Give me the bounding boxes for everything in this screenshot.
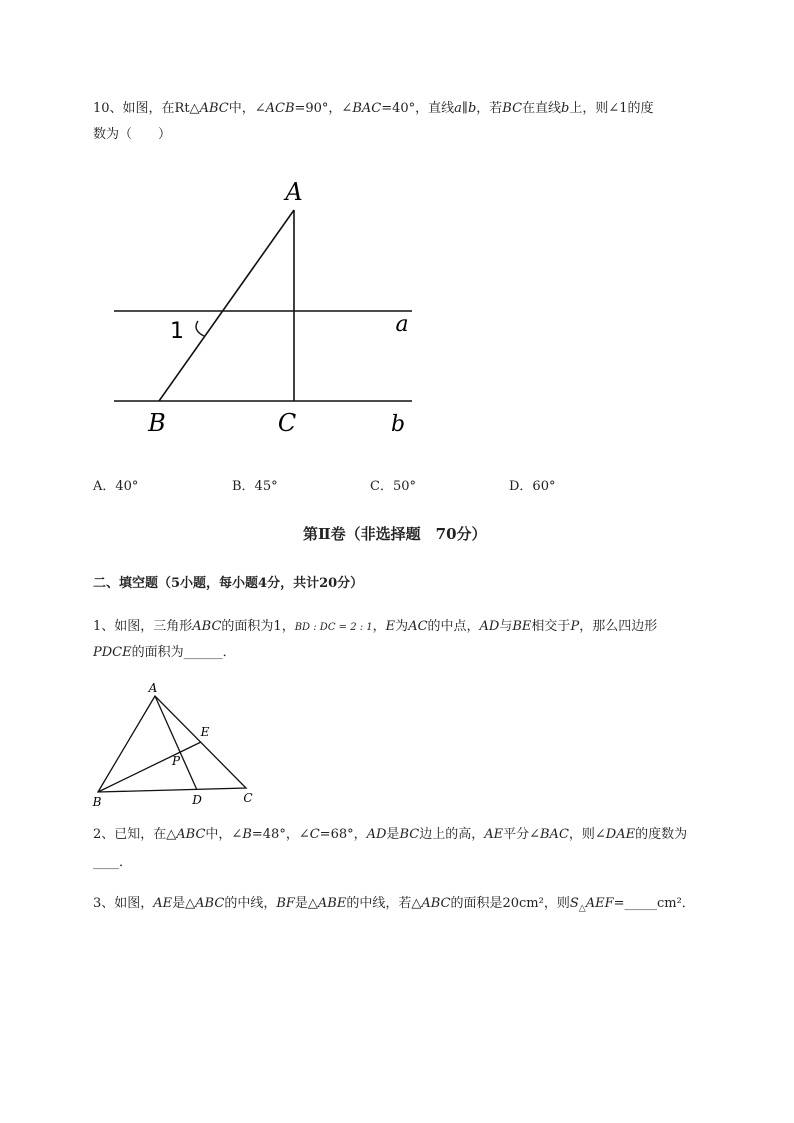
label-p: P [171,754,181,768]
q10-option-a: A．40° [93,479,139,494]
label-d: D [192,793,202,807]
section-title: 第Ⅱ卷（非选择题 70分） [303,525,487,543]
label-line-a: a [395,312,409,337]
label-angle-1: 1 [170,319,184,344]
q1-figure [88,676,258,810]
q2-line2: ____． [93,855,133,870]
segment-ab [159,210,294,401]
label-a: A [148,681,158,695]
label-b-vertex: B [148,409,166,437]
label-c-vertex: C [277,409,297,437]
q10-option-b: B．45° [232,479,278,494]
q1-line2: PDCE的面积为______． [93,645,236,660]
label-a-vertex: A [285,178,303,206]
label-e: E [200,725,210,739]
q10-line1: 10、如图，在Rt△ABC中，∠ACB=90°，∠BAC=40°，直线a∥b，若BC在直线b上，则∠1的度 [93,101,654,116]
q10-figure [100,170,430,445]
label-b: B [92,795,102,809]
label-c: C [243,791,253,805]
angle-1-arc [196,321,204,336]
q10-option-c: C．50° [370,479,416,494]
segment-ad [155,696,197,790]
q10-option-d: D．60° [509,479,556,494]
q1-line1: 1、如图，三角形ABC的面积为1，BD : DC = 2 : 1，E为AC的中点，AD与BE相交于P，那么四边形 [93,619,658,634]
q3-line1: 3、如图，AE是△ABC的中线，BF是△ABE的中线，若△ABC的面积是20cm²，则$S_\triangle AEF=\_\_\_\_\_cm^2$． [93,896,695,914]
triangle-abc [98,696,246,792]
q10-line2: 数为（ ） [93,127,172,142]
label-line-b: b [390,412,406,437]
q2-line1: 2、已知，在△ABC中，∠B=48°，∠C=68°，AD是BC边上的高，AE平分∠BAC，则∠DAE的度数为 [93,827,688,842]
part-title: 二、填空题（5小题，每小题4分，共计20分） [93,576,364,591]
